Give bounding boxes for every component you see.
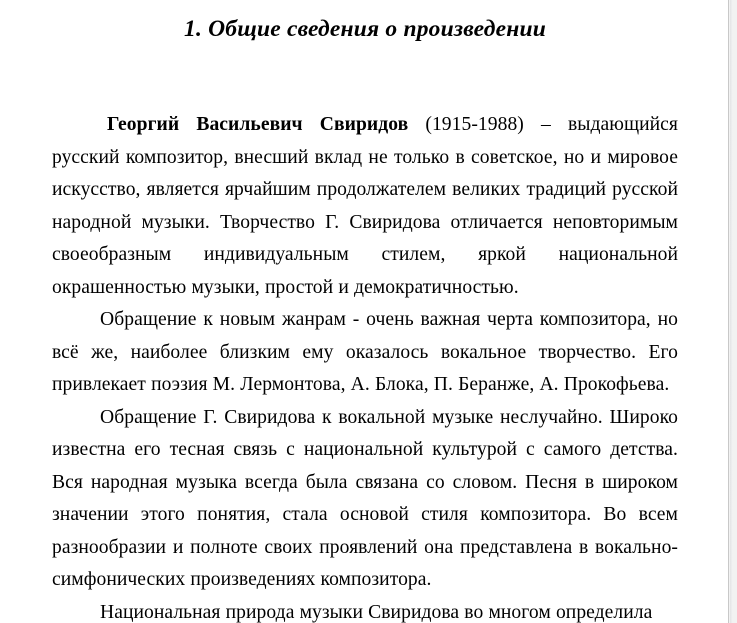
paragraph-vocal-music: Обращение Г. Свиридова к вокальной музыке неслучайно. Широко известна его тесная связь с национальной культурой с самого детства. Вся народная музыка всегда была связана со словом. Песня в широком значении этого понятия, стала основой стиля композитора. Во всем разнообразии и полноте своих проявлений она представлена в вокально-симфонических произведениях композитора. — [52, 406, 678, 590]
heading-spacer — [52, 44, 678, 109]
page-title: 1. Общие сведения о произведении — [184, 16, 546, 42]
paragraph-biography — [52, 109, 678, 304]
composer-name: Георгий Васильевич Свиридов — [107, 114, 409, 135]
paragraph-national-nature: Национальная природа музыки Свиридова во многом определила — [100, 601, 653, 623]
paragraph-genres: Обращение к новым жанрам - очень важная черта композитора, но всё же, наиболее близким ему оказалось вокальное творчество. Его привлекает поэзия М. Лермонтова, А. Блока, П. Беранже, А. Прокофьева. — [52, 309, 678, 395]
document-text-column — [52, 0, 678, 623]
page-edge-shadow — [730, 0, 733, 623]
paragraph-biography-body: (1915-1988) – выдающийся русский композитор, внесший вклад не только в советское, но и мировое искусство, является ярчайшим продолжателем великих традиций русской народной музыки. Творчество Г. Свиридова отличается неповторимым своеобразным индивидуальным стилем, яркой национальной окрашенностью музыки, простой и демократичностью. — [52, 114, 678, 298]
